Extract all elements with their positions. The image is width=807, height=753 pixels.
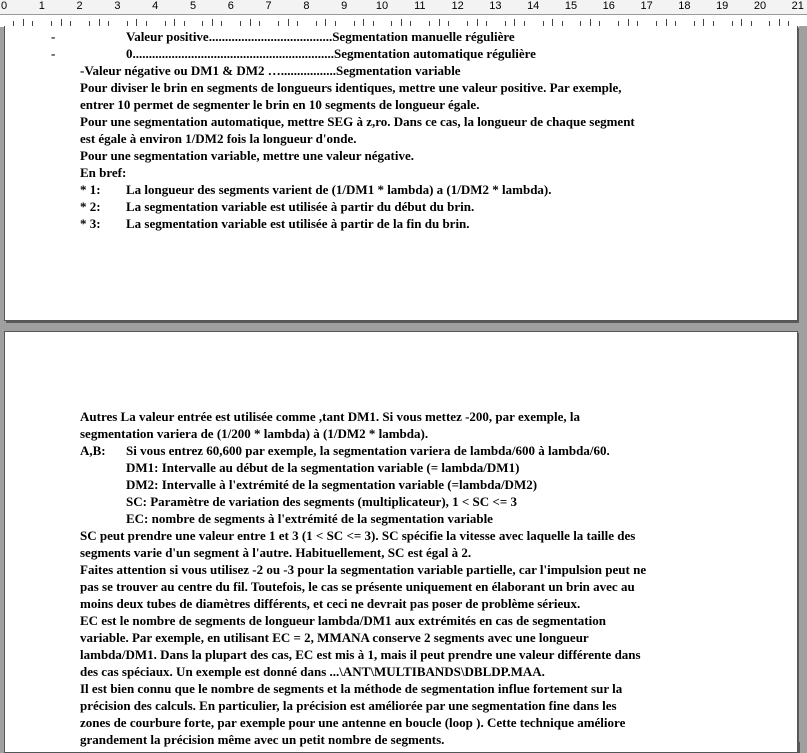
paragraph-line: -Valeur négative ou DM1 & DM2 ….................Segmentation variable <box>80 63 461 78</box>
ruler-number: 3 <box>114 0 121 12</box>
ruler-tick <box>99 19 100 26</box>
paragraph-line: est égale à environ 1/DM2 fois la longueur d'onde. <box>80 131 357 146</box>
paragraph-line: des cas spéciaux. Un exemple est donné dans ...\ANT\MULTIBANDS\DBLDP.MAA. <box>80 664 545 679</box>
ruler-number: 9 <box>341 0 348 12</box>
ruler-tick <box>741 19 742 26</box>
brief-key: * 2: <box>80 199 101 214</box>
paragraph-line: entrer 10 permet de segmenter le brin en 10 segments de longueur égale. <box>80 97 480 112</box>
brief-key: * 1: <box>80 182 101 197</box>
definition-dm1: DM1: Intervalle au début de la segmentation variable (= lambda/DM1) <box>126 460 520 475</box>
ruler-number: 2 <box>76 0 83 12</box>
definition-dm2: DM2: Intervalle à l'extrémité de la segmentation variable (=lambda/DM2) <box>126 477 538 492</box>
definition-ec: EC: nombre de segments à l'extrémité de la segmentation variable <box>126 511 493 526</box>
ruler-number: 12 <box>451 0 464 12</box>
ruler-number: 16 <box>602 0 615 12</box>
paragraph-line: segmentation variera de (1/200 * lambda) à (1/DM2 * lambda). <box>80 426 429 441</box>
ruler-tick <box>439 19 440 26</box>
list-item-positive: Valeur positive......................................Segmentation manuelle régulière <box>126 29 515 44</box>
ruler-number: 17 <box>640 0 653 12</box>
brief-key: * 3: <box>80 216 101 231</box>
list-marker: - <box>51 46 56 61</box>
ruler-number: 20 <box>753 0 767 12</box>
ruler-number: 15 <box>564 0 578 12</box>
ruler-tick <box>703 19 704 26</box>
ruler-tick <box>288 19 289 26</box>
ruler-tick <box>325 19 326 26</box>
ruler-tick <box>514 19 515 26</box>
list-item-zero: 0..............................................................Segmentation automatique régulière <box>126 46 536 61</box>
ruler-number: 13 <box>489 0 502 12</box>
document-page-1 <box>4 26 798 321</box>
ruler-number: 10 <box>375 0 389 12</box>
ruler-tick <box>212 19 213 26</box>
horizontal-ruler[interactable] <box>0 0 807 27</box>
paragraph-line: précision des calculs. En particulier, la précision est améliorée par une segmentation fine dans les <box>80 698 617 713</box>
paragraph-line: Il est bien connu que le nombre de segments et la méthode de segmentation influe fortement sur la <box>80 681 623 696</box>
brief-text: La segmentation variable est utilisée à partir de la fin du brin. <box>126 216 470 231</box>
list-marker: - <box>51 29 56 44</box>
paragraph-line: Pour diviser le brin en segments de longueurs identiques, mettre une valeur positive. Par exemple, <box>80 80 622 95</box>
ruler-number: 0 <box>0 0 8 12</box>
brief-text: La longueur des segments varient de (1/DM1 * lambda) a (1/DM2 * lambda). <box>126 182 552 197</box>
ab-text: Si vous entrez 60,600 par exemple, la segmentation variera de lambda/600 à lambda/60. <box>126 443 610 458</box>
paragraph-line: grandement la précision même avec un petit nombre de segments. <box>80 732 445 747</box>
ruler-tick <box>250 19 251 26</box>
ruler-tick <box>779 19 780 26</box>
paragraph-line: Faites attention si vous utilisez -2 ou -3 pour la segmentation variable partielle, car l'impulsion peut ne <box>80 562 647 577</box>
ruler-tick <box>666 19 667 26</box>
ruler-number: 1 <box>38 0 45 12</box>
ruler-number: 14 <box>527 0 540 12</box>
ruler-number: 4 <box>152 0 159 12</box>
ruler-number: 7 <box>265 0 272 12</box>
paragraph-line: EC est le nombre de segments de longueur lambda/DM1 aux extrémités en cas de segmentation <box>80 613 606 628</box>
brief-text: La segmentation variable est utilisée à partir du début du brin. <box>126 199 475 214</box>
paragraph-line: En bref: <box>80 165 127 180</box>
ruler-tick <box>23 19 24 26</box>
ruler-tick <box>363 19 364 26</box>
ruler-tick <box>401 19 402 26</box>
ruler-number: 6 <box>227 0 234 12</box>
definition-sc: SC: Paramètre de variation des segments (multiplicateur), 1 < SC <= 3 <box>126 494 517 509</box>
ruler-tick <box>477 19 478 26</box>
ruler-number: 5 <box>189 0 197 12</box>
ruler-tick <box>136 19 137 26</box>
ruler-number: 21 <box>791 0 804 12</box>
paragraph-line: SC peut prendre une valeur entre 1 et 3 (1 < SC <= 3). SC spécifie la vitesse avec laquelle la taille des <box>80 528 636 543</box>
paragraph-line: lambda/DM1. Dans la plupart des cas, EC est mis à 1, mais il peut prendre une valeur différente dans <box>80 647 641 662</box>
paragraph-line: Pour une segmentation automatique, mettre SEG à z,ro. Dans ce cas, la longueur de chaque segment <box>80 114 635 129</box>
ruler-number: 18 <box>678 0 691 12</box>
ruler-tick <box>628 19 629 26</box>
page-scroll-area[interactable] <box>799 26 807 742</box>
ruler-number: 11 <box>414 0 426 12</box>
ruler-tick <box>552 19 553 26</box>
ruler-tick <box>590 19 591 26</box>
paragraph-line: Pour une segmentation variable, mettre une valeur négative. <box>80 148 414 163</box>
paragraph-line: moins deux tubes de diamètres différents, et ceci ne devrait pas poser de problème sérieux. <box>80 596 581 611</box>
paragraph-line: zones de courbure forte, par exemple pour une antenne en boucle (loop ). Cette technique améliore <box>80 715 626 730</box>
ruler-number: 19 <box>716 0 729 12</box>
ruler-number: 8 <box>303 0 310 12</box>
ruler-tick <box>61 19 62 26</box>
ab-key: A,B: <box>80 443 106 458</box>
paragraph-line: pas se trouver au centre du fil. Toutefois, le cas se présente uniquement en élaborant un brin avec au <box>80 579 635 594</box>
ruler-tick <box>174 19 175 26</box>
paragraph-line: variable. Par exemple, en utilisant EC = 2, MMANA conserve 2 segments avec une longueur <box>80 630 589 645</box>
paragraph-line: Autres La valeur entrée est utilisée comme ,tant DM1. Si vous mettez -200, par exemple, la <box>80 409 581 424</box>
paragraph-line: segments varie d'un segment à l'autre. Habituellement, SC est égal à 2. <box>80 545 472 560</box>
document-page-2 <box>4 331 798 753</box>
